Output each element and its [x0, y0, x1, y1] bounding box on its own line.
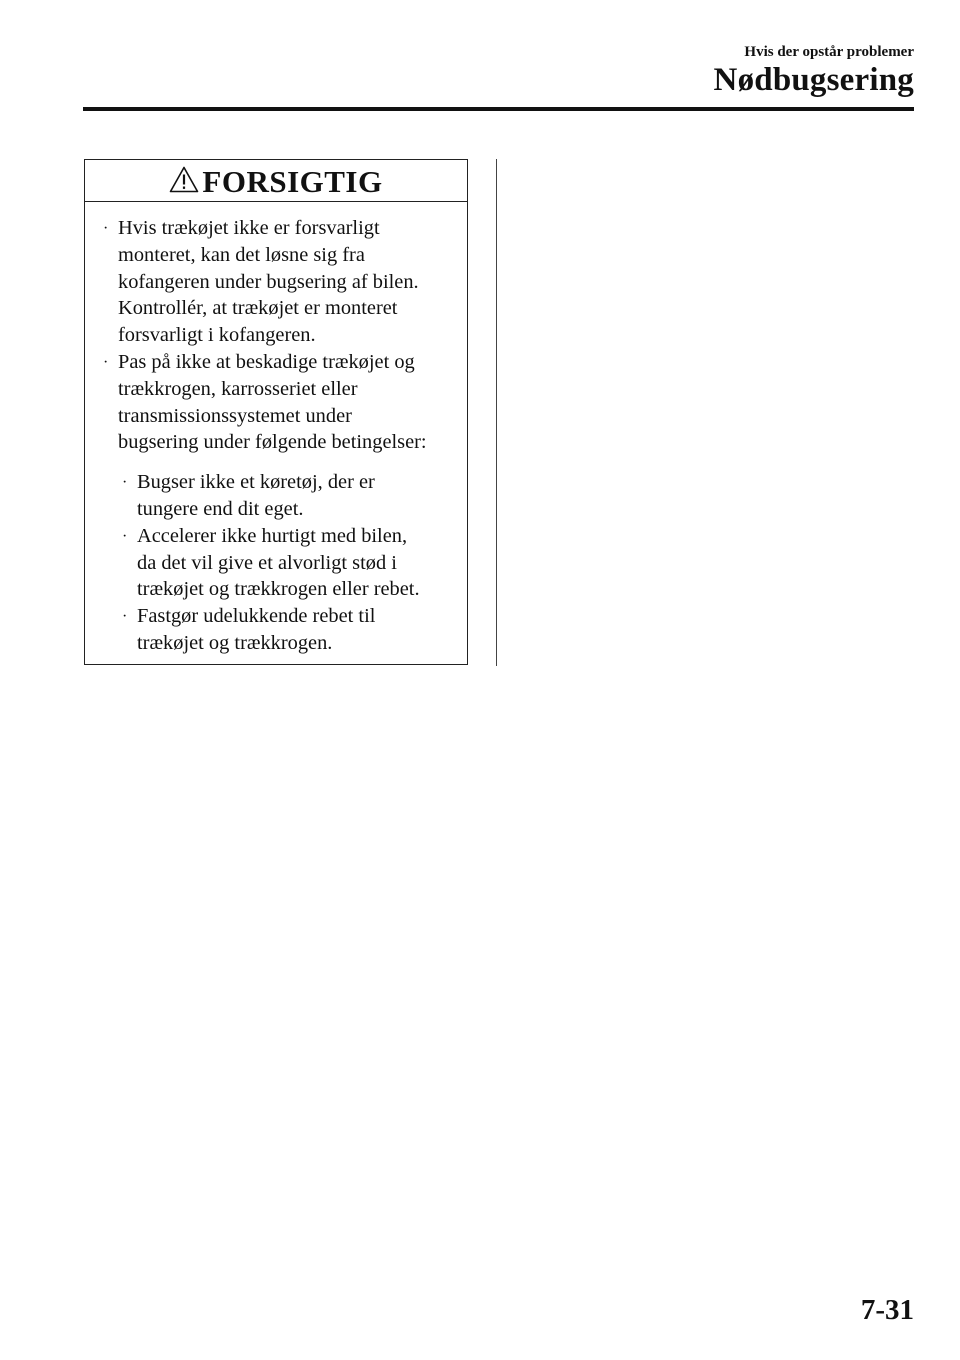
bullet-line: monteret, kan det løsne sig fra: [118, 243, 365, 266]
bullet-line: transmissionssystemet under: [118, 404, 352, 427]
bullet-line: Accelerer ikke hurtigt med bilen,: [137, 524, 408, 547]
bullet-line: tungere end dit eget.: [137, 497, 304, 520]
bullet-dot: ·: [103, 220, 109, 237]
caution-bullet: [102, 349, 461, 456]
column-divider: [496, 159, 497, 666]
caution-bullet: [102, 215, 461, 349]
bullet-line: da det vil give et alvorligt stød i: [137, 551, 397, 574]
caution-header: [85, 160, 467, 202]
bullet-line: Pas på ikke at beskadige trækøjet og: [118, 350, 415, 373]
caution-sub-list: [102, 469, 461, 657]
page-number: 7-31: [860, 1294, 914, 1326]
warning-triangle-icon: [169, 166, 199, 193]
bullet-dot: ·: [122, 527, 128, 545]
page-title: Nødbugsering: [713, 62, 914, 98]
bullet-line: trækøjet og trækkrogen.: [137, 631, 333, 654]
bullet-line: Kontrollér, at trækøjet er monteret: [118, 297, 398, 320]
bullet-line: Fastgør udelukkende rebet til: [137, 605, 376, 628]
caution-sub-bullet: [102, 523, 461, 603]
bullet-line: kofangeren under bugsering af bilen.: [118, 270, 419, 293]
caution-sub-bullet: [102, 603, 461, 657]
bullet-dot: ·: [122, 474, 128, 492]
bullet-line: Bugser ikke et køretøj, der er: [137, 471, 375, 494]
bullet-line: forsvarligt i kofangeren.: [118, 324, 316, 347]
caution-body: [85, 202, 467, 657]
header-rule: [83, 107, 914, 111]
bullet-line: trækkrogen, karrosseriet eller: [118, 377, 358, 400]
caution-title: FORSIGTIG: [202, 164, 383, 199]
bullet-dot: ·: [122, 608, 128, 626]
bullet-line: bugsering under følgende betingelser:: [118, 431, 427, 454]
bullet-line: trækøjet og trækkrogen eller rebet.: [137, 578, 420, 601]
bullet-dot: ·: [103, 353, 109, 371]
caution-box: [84, 159, 468, 665]
bullet-line: Hvis trækøjet ikke er forsvarligt: [118, 217, 380, 239]
caution-sub-bullet: [102, 469, 461, 523]
section-label: Hvis der opstår problemer: [744, 44, 914, 60]
